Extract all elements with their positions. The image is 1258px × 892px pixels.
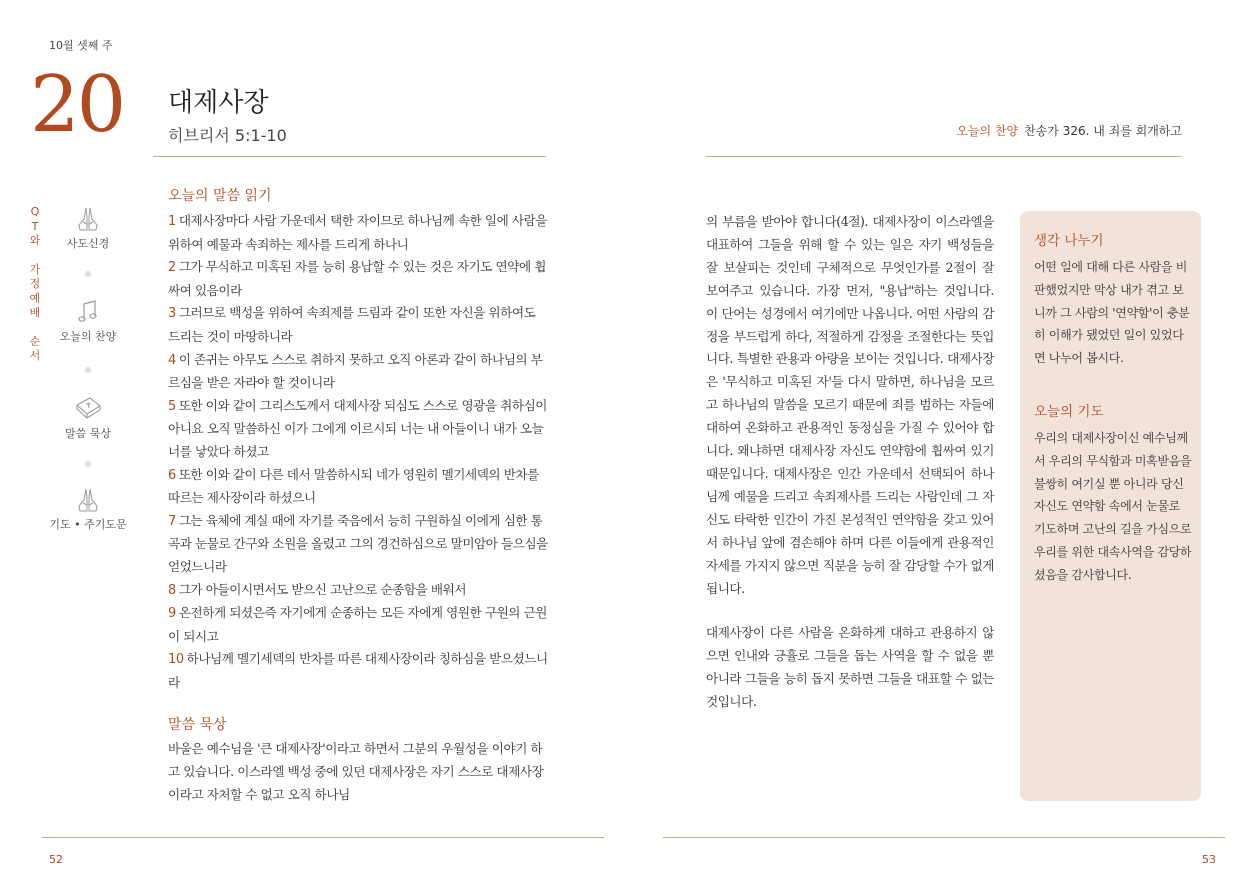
meditation-text-left: 바울은 예수님을 '큰 대제사장'이라고 하면서 그분의 우월성을 이야기 하고 있습니다. 이스라엘 백성 중에 있던 대제사장은 자기 스스로 대제사장이라고 자처할 수 없고 오직 하나님 xyxy=(168,741,544,802)
verse-item: 10 하나님께 멜기세덱의 반차를 따른 대제사장이라 칭하심을 받으셨느니라 xyxy=(168,651,548,690)
meditation-heading: 말씀 묵상 xyxy=(168,717,227,733)
page-number-left: 52 xyxy=(49,853,63,866)
order-item-prayer xyxy=(33,486,143,532)
verse-item: 1 대제사장마다 사람 가운데서 택한 자이므로 하나님께 속한 일에 사람을 위하여 예물과 속죄하는 제사를 드리게 하나니 xyxy=(168,213,548,252)
sharing-prayer-box xyxy=(1020,211,1201,801)
scripture-reference: 히브리서 5:1-10 xyxy=(168,126,287,145)
music-note-icon xyxy=(74,298,102,326)
day-number: 20 xyxy=(30,60,124,150)
bible-icon xyxy=(73,393,103,423)
worship-order-label: Q T 와 가 정 예 배 순 서 xyxy=(29,205,41,362)
separator-dot xyxy=(85,271,91,277)
order-item-label: 오늘의 찬양 xyxy=(59,330,117,343)
week-label: 10월 셋째 주 xyxy=(49,39,113,52)
separator-dot xyxy=(85,367,91,373)
praying-hands-icon xyxy=(74,205,102,233)
prayer-text: 우리의 대제사장이신 예수님께서 우리의 무식함과 미혹받음을 불쌍히 여기실 뿐 아니라 당신 자신도 연약함 속에서 눈물로 기도하며 고난의 길을 가심으로 우리를 위한 대속사역을 감당하셨음을 감사합니다. xyxy=(1034,430,1192,582)
order-item-meditation xyxy=(33,393,143,441)
verse-item: 3 그러므로 백성을 위하여 속죄제를 드림과 같이 또한 자신을 위하여도 드리는 것이 마땅하니라 xyxy=(168,305,536,344)
praying-hands-icon xyxy=(74,486,102,514)
order-item-label: 기도 • 주기도문 xyxy=(49,518,127,531)
header-divider-right xyxy=(706,156,1181,157)
share-heading: 생각 나누기 xyxy=(1034,233,1104,249)
order-item-label: 사도신경 xyxy=(66,237,110,250)
order-item-hymn xyxy=(33,298,143,344)
hymn-label: 오늘의 찬양 xyxy=(956,124,1019,138)
meditation-text-right xyxy=(706,211,994,714)
header-divider-left xyxy=(153,156,546,157)
prayer-heading: 오늘의 기도 xyxy=(1034,403,1104,420)
verse-item: 2 그가 무식하고 미혹된 자를 능히 용납할 수 있는 것은 자기도 연약에 휩싸여 있음이라 xyxy=(168,259,546,298)
reading-heading: 오늘의 말씀 읽기 xyxy=(168,188,272,204)
footer-divider-left xyxy=(42,837,604,838)
page-number-right: 53 xyxy=(1202,853,1216,866)
hymn-title: 찬송가 326. 내 죄를 회개하고 xyxy=(1024,124,1182,138)
todays-hymn xyxy=(800,122,1182,139)
verse-item: 7 그는 육체에 계실 때에 자기를 죽음에서 능히 구원하실 이에게 심한 통곡과 눈물로 간구와 소원을 올렸고 그의 경건하심으로 말미암아 들으심을 얻었느니라 xyxy=(168,512,548,574)
share-text: 어떤 일에 대해 다른 사람을 비판했었지만 막상 내가 겪고 보니까 그 사람의 '연약함'이 충분히 이해가 됐었던 일이 있었다면 나누어 봅시다. xyxy=(1034,260,1190,366)
meditation-paragraph: 의 부름을 받아야 합니다(4절). 대제사장이 이스라엘을 대표하여 그들을 위해 할 수 있는 일은 자기 백성들을 잘 보살피는 것인데 구체적으로 무엇인가를 2절이 잘 보여주고 있습니다. 가장 먼저, "용납"하는 것입니다. 이 단어는 성경에서 여기에만 나옵니다. 어떤 사람의 감정을 부드럽게 하다, 적절하게 감정을 조절한다는 뜻입니다. 특별한 관용과 아량을 보이는 것입니다. 대제사장은 '무식하고 미혹된 자'들 다시 말하면, 하나님을 모르고 하나님의 말씀을 모르기 때문에 죄를 범하는 자들에 대하여 온화하고 관용적인 동정심을 가질 수 있어야 합니다. 왜냐하면 대제사장 자신도 연약함에 휩싸여 있기 때문입니다. 대제사장은 인간 가운데서 선택되어 하나님께 예물을 드리고 속죄제사를 드리는 사람인데 그 자신도 타락한 인간이 가진 본성적인 연약함을 갖고 있어서 하나님 앞에 겸손해야 하며 다른 이들에게 관용적인 자세를 가지지 않으면 직분을 능히 잘 감당할 수가 없게 됩니다. xyxy=(706,214,994,596)
verse-item: 6 또한 이와 같이 다른 데서 말씀하시되 네가 영원히 멜기세덱의 반차를 따르는 제사장이라 하셨으니 xyxy=(168,466,539,506)
verse-item: 8 그가 아들이시면서도 받으신 고난으로 순종함을 배워서 xyxy=(168,581,467,598)
verse-item: 4 이 존귀는 아무도 스스로 취하지 못하고 오직 아론과 같이 하나님의 부르심을 받은 자라야 할 것이니라 xyxy=(168,351,543,391)
order-item-label: 말씀 묵상 xyxy=(64,427,111,440)
separator-dot xyxy=(85,461,91,467)
order-item-creed xyxy=(33,205,143,251)
verse-item: 5 또한 이와 같이 그리스도께서 대제사장 되심도 스스로 영광을 취하심이 아니요 오직 말씀하신 이가 그에게 이르시되 너는 내 아들이니 내가 오늘 너를 낳았다 하셨고 xyxy=(168,397,548,459)
page-title: 대제사장 xyxy=(168,88,269,118)
verse-list xyxy=(168,210,548,694)
footer-divider-right xyxy=(663,837,1225,838)
meditation-paragraph: 대제사장이 다른 사람을 온화하게 대하고 관용하지 않으면 인내와 긍휼로 그들을 돕는 사역을 할 수 없을 뿐 아니라 그들을 능히 돕지 못하면 그들을 대표할 수 없는 것입니다. xyxy=(706,625,994,710)
verse-item: 9 온전하게 되셨은즉 자기에게 순종하는 모든 자에게 영원한 구원의 근원이 되시고 xyxy=(168,605,548,644)
